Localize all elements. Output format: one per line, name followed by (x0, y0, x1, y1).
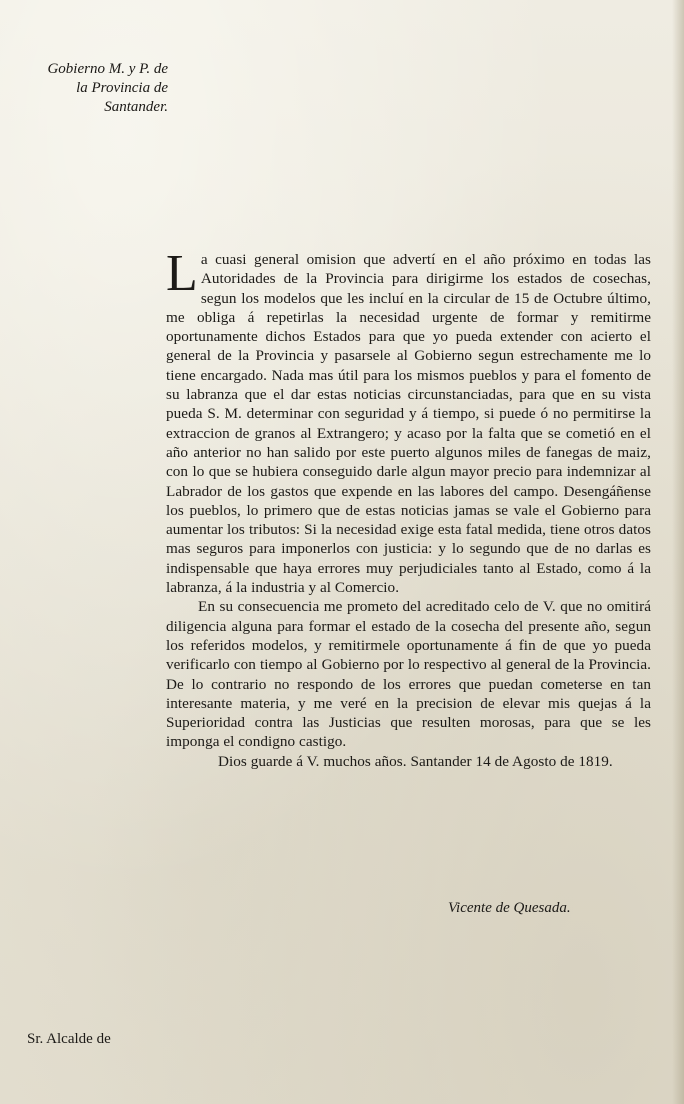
paragraph-1 (166, 245, 651, 597)
signature: Vicente de Quesada. (448, 900, 571, 916)
header-line-1: Gobierno M. y P. de (47, 61, 168, 77)
header-line-3: Santander. (104, 99, 168, 115)
drop-cap: L (166, 245, 198, 302)
paragraph-1-text: a cuasi general omision que advertí en el año próximo en todas las Autoridades de la Provincia para dirigirme los estados de cosechas, segun los modelos que les incluí en la circular de 15 de Octubre último, me obliga á repetirlas la necesidad urgente de formar y remitirme oportunamente dichos Estados para que yo pueda extender con acierto el general de la Provincia y pasarsele al Gobierno segun estrechamente me lo tiene encargado. Nada mas útil para los mismos pueblos y para el fomento de su labranza que el dar estas noticias circunstanciadas, para que en su vista pueda S. M. determinar con seguridad y á tiempo, si puede ó no permitirse la extraccion de granos al Extrangero; y acaso por la falta que se cometió en el año anterior no han salido por este puerto algunos miles de fanegas de maiz, con lo que se hubiera conseguido darle algun mayor precio para indemnizar al Labrador de los gastos que expende en las labores del campo. Desengáñense los pueblos, lo primero que de estas noticias jamas se vale el Gobierno para aumentar los tributos: Si la necesidad exige esta fatal medida, tiene otros datos mas seguros para imponerlos con justicia: y lo segundo que de no darlas es indispensable que haya errores muy perjudiciales tanto al Estado, como á la labranza, á la industria y al Comercio. (166, 251, 651, 597)
header-line-2: la Provincia de (76, 80, 168, 96)
addressee: Sr. Alcalde de (27, 1031, 111, 1047)
letter-body (166, 245, 651, 771)
paragraph-2: En su consecuencia me prometo del acreditado celo de V. que no omitirá diligencia alguna para formar el estado de la cosecha del presente año, segun los referidos modelos, y remitirmele oportunamente á fin de que yo pueda verificarlo con tiempo al Gobierno por lo respectivo al general de la Provincia. De lo contrario no respondo de los errores que puedan cometerse en tan interesante materia, y me veré en la precision de elevar mis quejas á la Superioridad contra las Justicias que resulten morosas, para que se les imponga el condigno castigo. (166, 598, 651, 751)
issuer-header (8, 60, 168, 117)
closing-line: Dios guarde á V. muchos años. Santander 14 de Agosto de 1819. (218, 752, 613, 770)
